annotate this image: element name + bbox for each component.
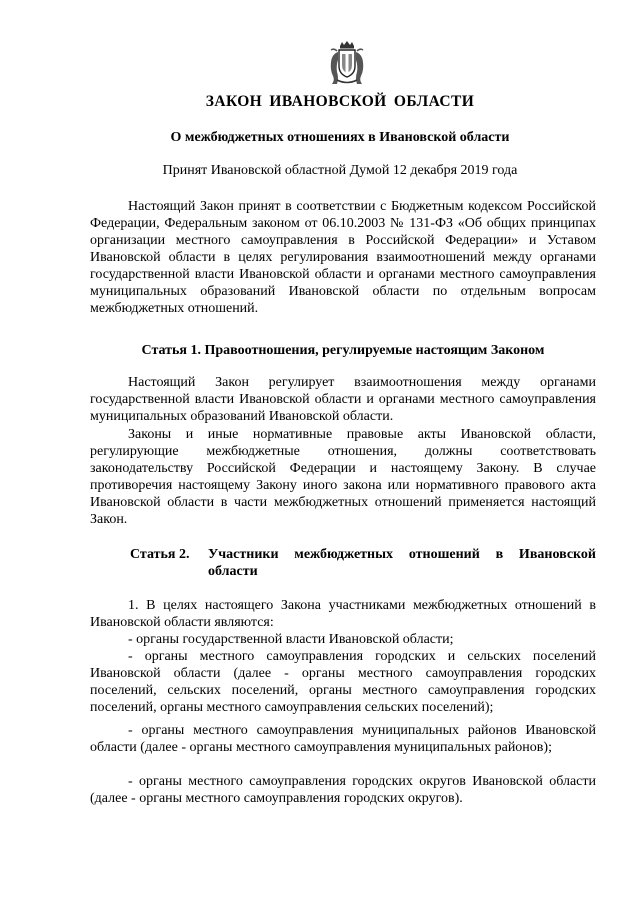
document-subtitle: О межбюджетных отношениях в Ивановской области	[170, 130, 510, 145]
article-2-number: Статья 2.	[130, 547, 190, 562]
article-2-list-item-2: - органы местного самоуправления городских и сельских поселений Ивановской области (далее - органы местного самоуправления городских поселений, сельских поселений, органы местного самоуправления городских поселений, органы местного самоуправления сельских поселений);	[90, 649, 596, 715]
article-1-paragraph-2: Законы и иные нормативные правовые акты Ивановской области, регулирующие межбюджетные отношения, должны соответствовать законодательству Российской Федерации и настоящему Закону. В случае противоречия настоящему Закону иного закона или нормативного правового акта Ивановской области в части межбюджетных отношений применяется настоящий Закон.	[90, 427, 596, 527]
document-title: ЗАКОН ИВАНОВСКОЙ ОБЛАСТИ	[205, 93, 475, 110]
article-2-list-item-4: - органы местного самоуправления городских округов Ивановской области (далее - органы местного самоуправления городских округов).	[90, 774, 596, 806]
adoption-line: Принят Ивановской областной Думой 12 декабря 2019 года	[162, 163, 518, 178]
ivanovo-coat-of-arms-icon	[323, 40, 371, 88]
preamble-paragraph: Настоящий Закон принят в соответствии с Бюджетным кодексом Российской Федерации, Федеральным законом от 06.10.2003 № 131-ФЗ «Об общих принципах организации местного самоуправления в Российской Федерации» и Уставом Ивановской области в целях регулирования взаимоотношений между органами государственной власти Ивановской области и органами местного самоуправления муниципальных образований Ивановской области по отдельным вопросам межбюджетных отношений.	[90, 199, 596, 316]
article-1-paragraph-1: Настоящий Закон регулирует взаимоотношения между органами государственной власти Ивановской области и органами местного самоуправления муниципальных образований Ивановской области.	[90, 375, 596, 424]
article-2-list-item-1: - органы государственной власти Ивановской области;	[128, 632, 454, 647]
article-2-list-item-3: - органы местного самоуправления муниципальных районов Ивановской области (далее - органы местного самоуправления муниципальных районов);	[90, 723, 596, 755]
article-2-heading	[90, 546, 596, 580]
article-2-title: Участники межбюджетных отношений в Ивановской области	[208, 547, 596, 579]
article-1-heading: Статья 1. Правоотношения, регулируемые настоящим Законом	[141, 343, 545, 358]
article-2-paragraph-1: 1. В целях настоящего Закона участниками межбюджетных отношений в Ивановской области являются:	[90, 598, 596, 630]
